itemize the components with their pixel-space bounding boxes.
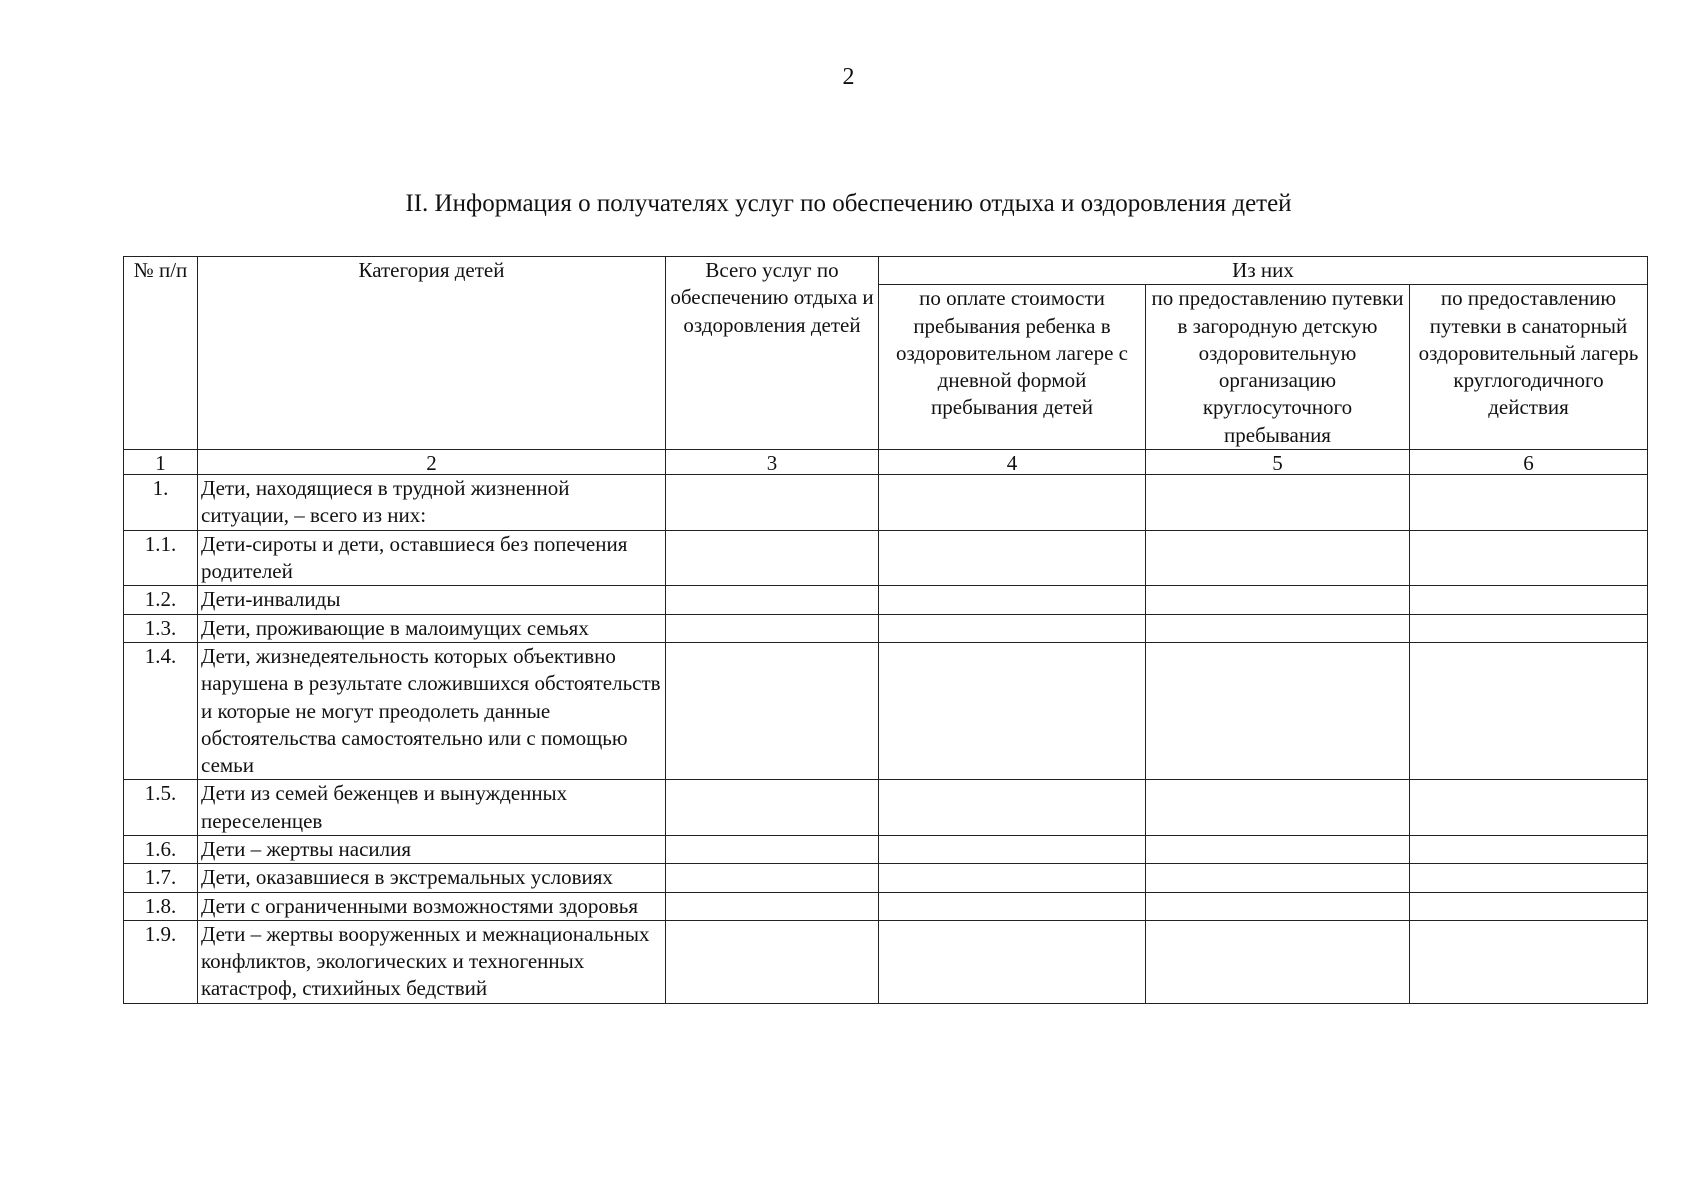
row-category: Дети, находящиеся в трудной жизненной ситуации, – всего из них: <box>198 475 666 531</box>
cell-sanatorium-camp[interactable] <box>1410 530 1648 586</box>
cell-sanatorium-camp[interactable] <box>1410 614 1648 642</box>
cell-sanatorium-camp[interactable] <box>1410 892 1648 920</box>
row-category: Дети-сироты и дети, оставшиеся без попечения родителей <box>198 530 666 586</box>
header-num: № п/п <box>124 257 198 450</box>
row-number: 1.9. <box>124 920 198 1003</box>
row-number: 1.6. <box>124 835 198 863</box>
cell-total[interactable] <box>666 614 879 642</box>
row-category: Дети, проживающие в малоимущих семьях <box>198 614 666 642</box>
table-row <box>124 614 1648 642</box>
cell-total[interactable] <box>666 642 879 779</box>
cell-day-camp[interactable] <box>879 586 1146 614</box>
cell-sanatorium-camp[interactable] <box>1410 475 1648 531</box>
cell-sanatorium-camp[interactable] <box>1410 864 1648 892</box>
cell-sanatorium-camp[interactable] <box>1410 780 1648 836</box>
cell-sanatorium-camp[interactable] <box>1410 642 1648 779</box>
row-number: 1. <box>124 475 198 531</box>
column-number: 1 <box>124 450 198 475</box>
row-number: 1.5. <box>124 780 198 836</box>
header-day-camp: по оплате стоимости пребывания ребенка в оздоровительном лагере с дневной формой пребывания детей <box>879 285 1146 450</box>
row-category: Дети – жертвы вооруженных и межнациональных конфликтов, экологических и техногенных катастроф, стихийных бедствий <box>198 920 666 1003</box>
header-country-camp: по предоставлению путевки в загородную детскую оздоровительную организацию круглосуточного пребывания <box>1146 285 1410 450</box>
cell-total[interactable] <box>666 475 879 531</box>
cell-country-camp[interactable] <box>1146 475 1410 531</box>
column-number: 5 <box>1146 450 1410 475</box>
cell-day-camp[interactable] <box>879 892 1146 920</box>
row-category: Дети-инвалиды <box>198 586 666 614</box>
table-row <box>124 920 1648 1003</box>
cell-day-camp[interactable] <box>879 614 1146 642</box>
cell-day-camp[interactable] <box>879 642 1146 779</box>
recipients-table <box>123 256 1648 1004</box>
cell-day-camp[interactable] <box>879 780 1146 836</box>
row-number: 1.4. <box>124 642 198 779</box>
cell-day-camp[interactable] <box>879 475 1146 531</box>
cell-day-camp[interactable] <box>879 530 1146 586</box>
column-number: 6 <box>1410 450 1648 475</box>
row-number: 1.1. <box>124 530 198 586</box>
header-total: Всего услуг по обеспечению отдыха и оздоровления детей <box>666 257 879 450</box>
cell-sanatorium-camp[interactable] <box>1410 586 1648 614</box>
cell-country-camp[interactable] <box>1146 892 1410 920</box>
header-sanatorium-camp: по предоставлению путевки в санаторный оздоровительный лагерь круглогодичного действия <box>1410 285 1648 450</box>
row-number: 1.8. <box>124 892 198 920</box>
row-number: 1.7. <box>124 864 198 892</box>
cell-country-camp[interactable] <box>1146 835 1410 863</box>
cell-day-camp[interactable] <box>879 835 1146 863</box>
column-number: 2 <box>198 450 666 475</box>
cell-country-camp[interactable] <box>1146 642 1410 779</box>
cell-country-camp[interactable] <box>1146 530 1410 586</box>
row-number: 1.2. <box>124 586 198 614</box>
cell-total[interactable] <box>666 892 879 920</box>
cell-total[interactable] <box>666 835 879 863</box>
cell-country-camp[interactable] <box>1146 920 1410 1003</box>
table-row <box>124 892 1648 920</box>
cell-country-camp[interactable] <box>1146 780 1410 836</box>
cell-sanatorium-camp[interactable] <box>1410 920 1648 1003</box>
cell-country-camp[interactable] <box>1146 864 1410 892</box>
table-row <box>124 780 1648 836</box>
row-category: Дети из семей беженцев и вынужденных переселенцев <box>198 780 666 836</box>
column-number: 3 <box>666 450 879 475</box>
table-row <box>124 586 1648 614</box>
header-of-them: Из них <box>879 257 1648 285</box>
page-number: 2 <box>842 64 855 90</box>
column-number: 4 <box>879 450 1146 475</box>
table-row <box>124 835 1648 863</box>
row-number: 1.3. <box>124 614 198 642</box>
table-row <box>124 530 1648 586</box>
row-category: Дети с ограниченными возможностями здоровья <box>198 892 666 920</box>
section-title: II. Информация о получателях услуг по обеспечению отдыха и оздоровления детей <box>405 190 1292 217</box>
cell-day-camp[interactable] <box>879 864 1146 892</box>
cell-country-camp[interactable] <box>1146 614 1410 642</box>
cell-total[interactable] <box>666 920 879 1003</box>
row-category: Дети – жертвы насилия <box>198 835 666 863</box>
row-category: Дети, жизнедеятельность которых объективно нарушена в результате сложившихся обстоятельств и которые не могут преодолеть данные обстоятельства самостоятельно или с помощью семьи <box>198 642 666 779</box>
table-row <box>124 864 1648 892</box>
cell-day-camp[interactable] <box>879 920 1146 1003</box>
cell-total[interactable] <box>666 586 879 614</box>
cell-country-camp[interactable] <box>1146 586 1410 614</box>
table-row <box>124 642 1648 779</box>
cell-total[interactable] <box>666 864 879 892</box>
cell-total[interactable] <box>666 780 879 836</box>
header-category: Категория детей <box>198 257 666 450</box>
row-category: Дети, оказавшиеся в экстремальных условиях <box>198 864 666 892</box>
table-row <box>124 475 1648 531</box>
cell-total[interactable] <box>666 530 879 586</box>
cell-sanatorium-camp[interactable] <box>1410 835 1648 863</box>
